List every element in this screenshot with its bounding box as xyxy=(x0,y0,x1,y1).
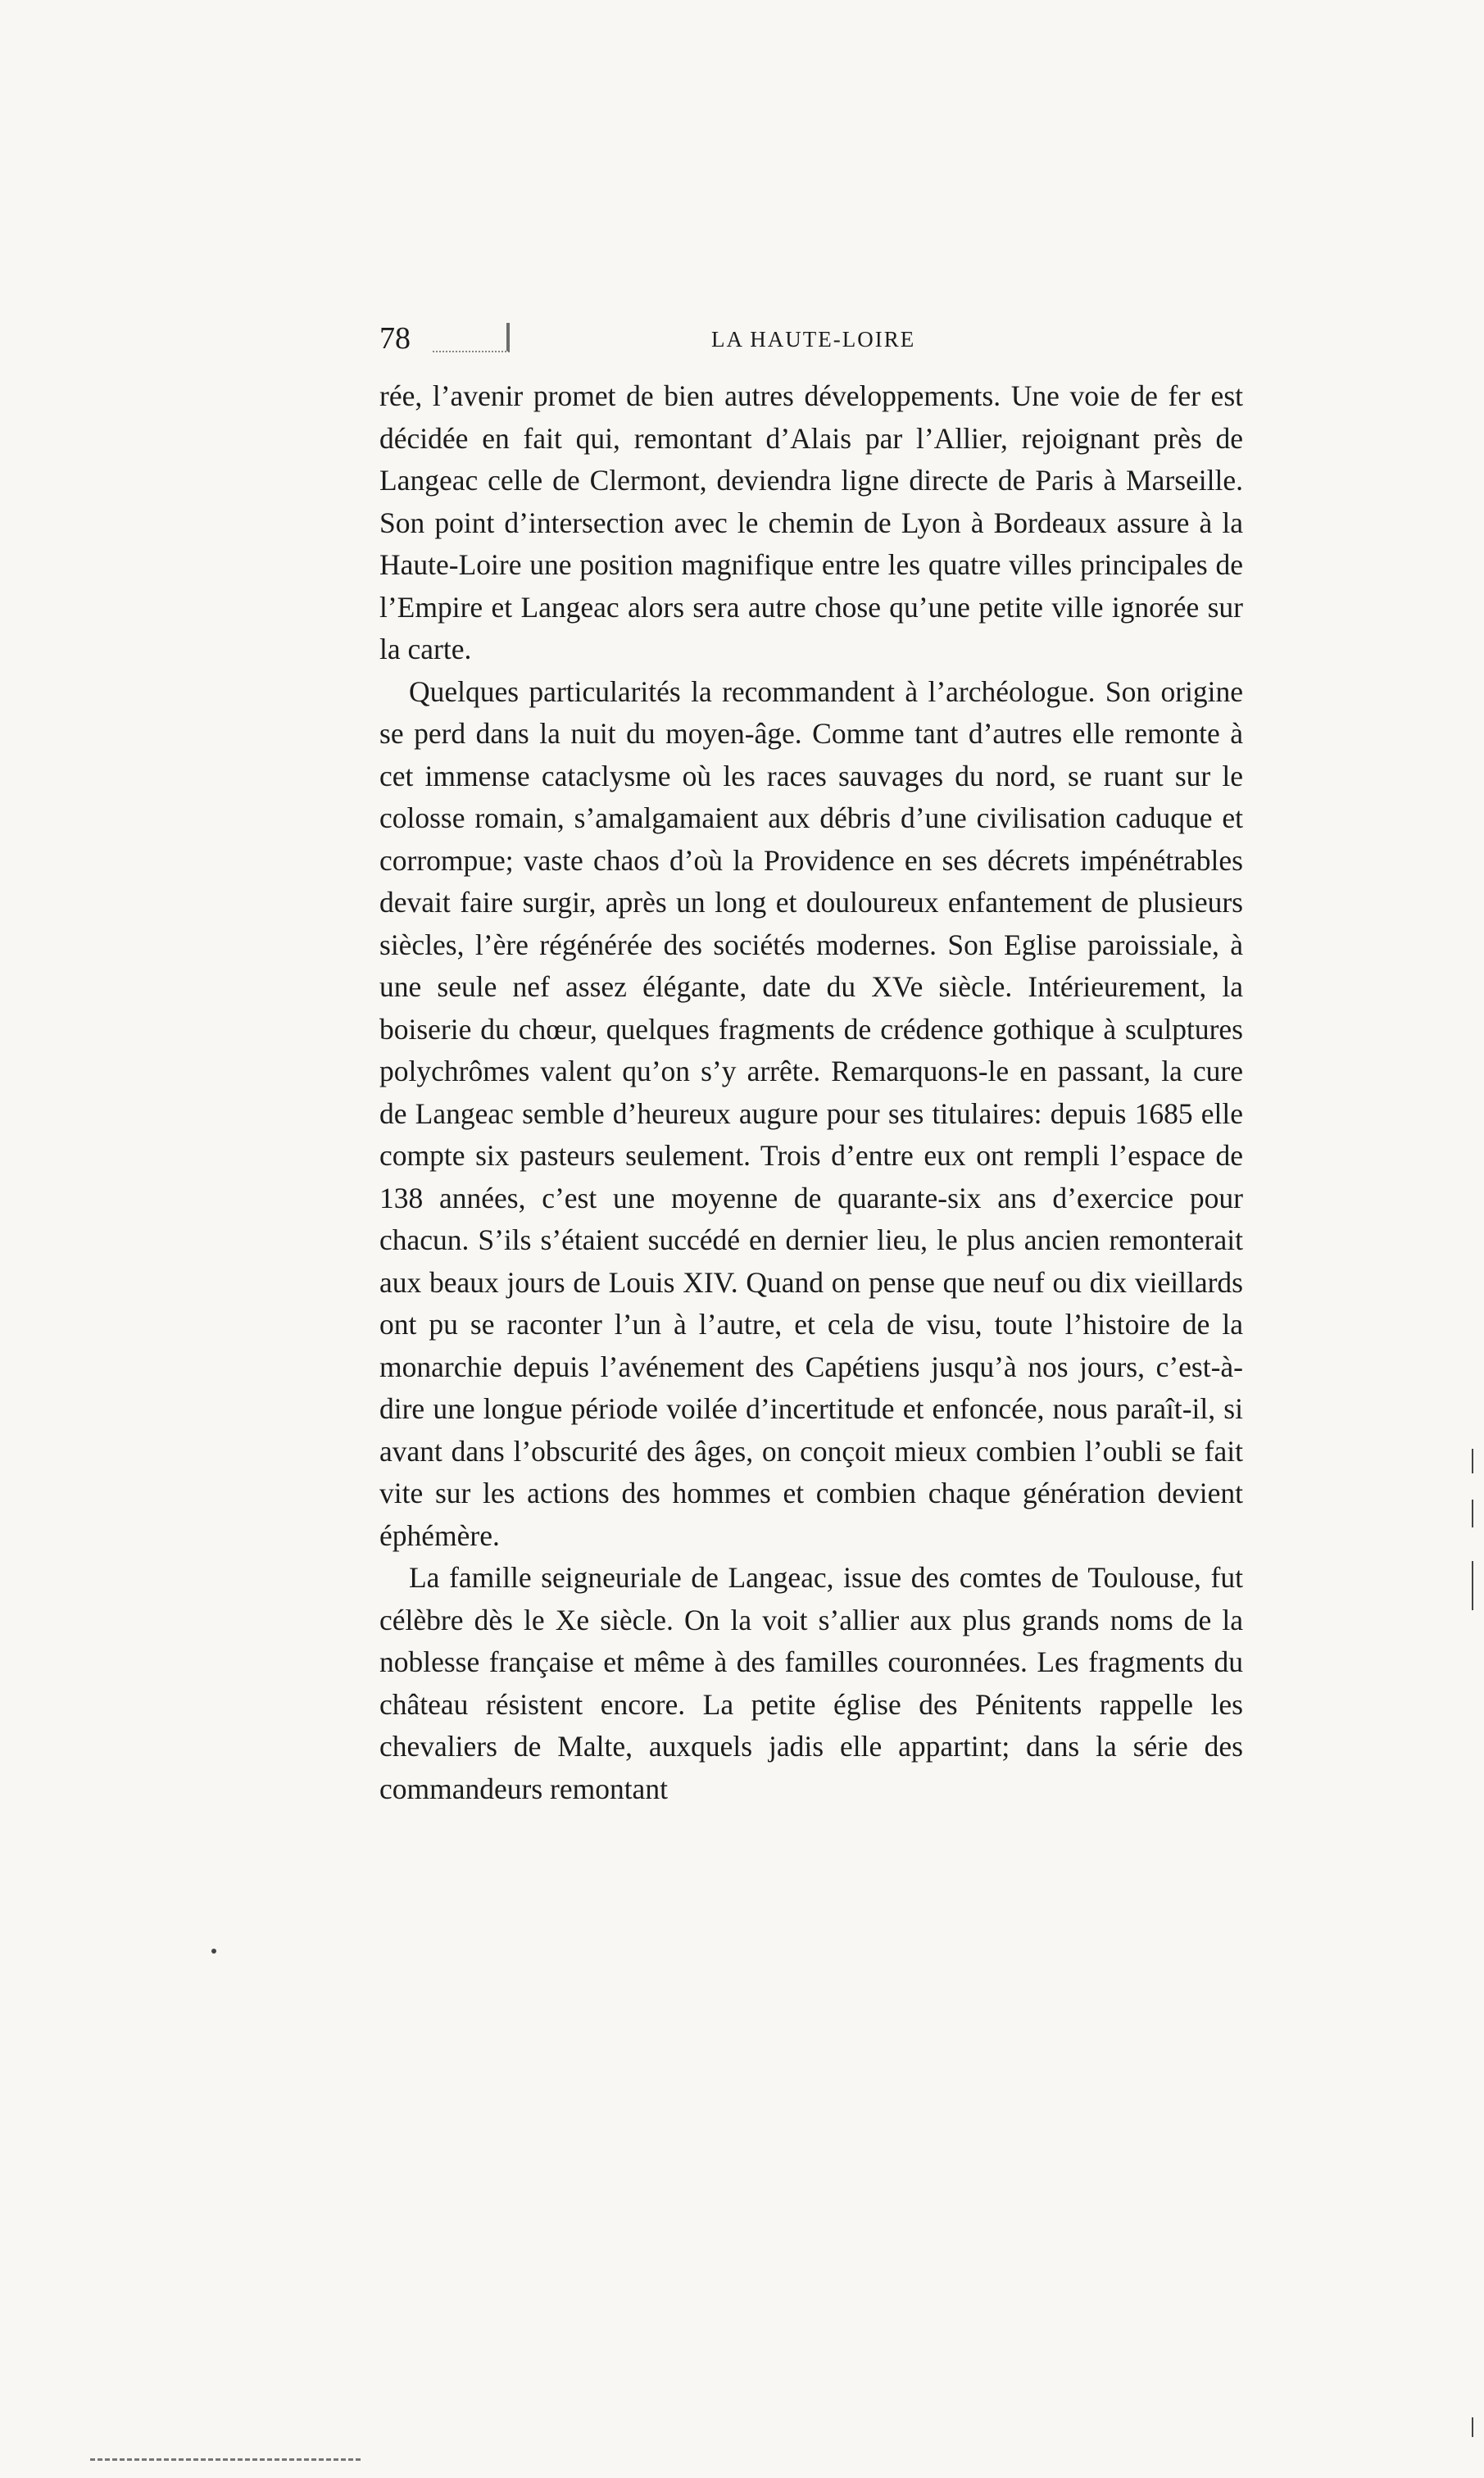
page-header xyxy=(379,318,1240,359)
scan-edge-line xyxy=(90,2458,361,2461)
paragraph-1: rée, l’avenir promet de bien autres développements. Une voie de fer est décidée en fait qui, remontant d’Alais par l’Allier, rejoignant près de Langeac celle de Clermont, deviendra ligne directe de Paris à Marseille. Son point d’intersection avec le chemin de Lyon à Bordeaux assure à la Haute-Loire une position magnifique entre les quatre villes principales de l’Empire et Langeac alors sera autre chose qu’une petite ville ignorée sur la carte. xyxy=(379,379,1243,665)
scan-speck xyxy=(211,1949,216,1954)
margin-tick xyxy=(1472,1561,1473,1610)
body-text xyxy=(379,375,1243,1810)
margin-tick xyxy=(1472,1500,1473,1527)
running-head: LA HAUTE-LOIRE xyxy=(711,327,916,352)
paragraph-2: Quelques particularités la recommandent à l’archéologue. Son origine se perd dans la nuit du moyen-âge. Comme tant d’autres elle remonte à cet immense cataclysme où les races sauvages du nord, se ruant sur le colosse romain, s’amalgamaient aux débris d’une civilisation caduque et corrompue; vaste chaos d’où la Providence en ses décrets impénétrables devait faire surgir, après un long et douloureux enfantement de plusieurs siècles, l’ère régénérée des sociétés modernes. Son Eglise paroissiale, à une seule nef assez élégante, date du XVe siècle. Intérieurement, la boiserie du chœur, quelques fragments de crédence gothique à sculptures polychrômes valent qu’on s’y arrête. Remarquons-le en passant, la cure de Langeac semble d’heureux augure pour ses titulaires: depuis 1685 elle compte six pasteurs seulement. Trois d’entre eux ont rempli l’espace de 138 années, c’est une moyenne de quarante-six ans d’exercice pour chacun. S’ils s’étaient succédé en dernier lieu, le plus ancien remonterait aux beaux jours de Louis XIV. Quand on pense que neuf ou dix vieillards ont pu se raconter l’un à l’autre, et cela de visu, toute l’histoire de la monarchie depuis l’avénement des Capétiens jusqu’à nos jours, c’est-à-dire une longue période voilée d’incertitude et enfoncée, nous paraît-il, si avant dans l’obscurité des âges, on conçoit mieux combien l’oubli se fait vite sur les actions des hommes et combien chaque génération devient éphémère. xyxy=(379,674,1243,1552)
page-number: 78 xyxy=(379,321,411,356)
margin-tick xyxy=(1472,2417,1473,2437)
margin-tick xyxy=(1472,1449,1473,1473)
paragraph-3: La famille seigneuriale de Langeac, issue des comtes de Toulouse, fut célèbre dès le Xe siècle. On la voit s’allier aux plus grands noms de la noblesse française et même à des familles couronnées. Les fragments du château résistent encore. La petite église des Pénitents rappelle les chevaliers de Malte, auxquels jadis elle appartint; dans la série des commandeurs remontant xyxy=(379,1561,1243,1805)
ink-smudge xyxy=(433,323,510,352)
